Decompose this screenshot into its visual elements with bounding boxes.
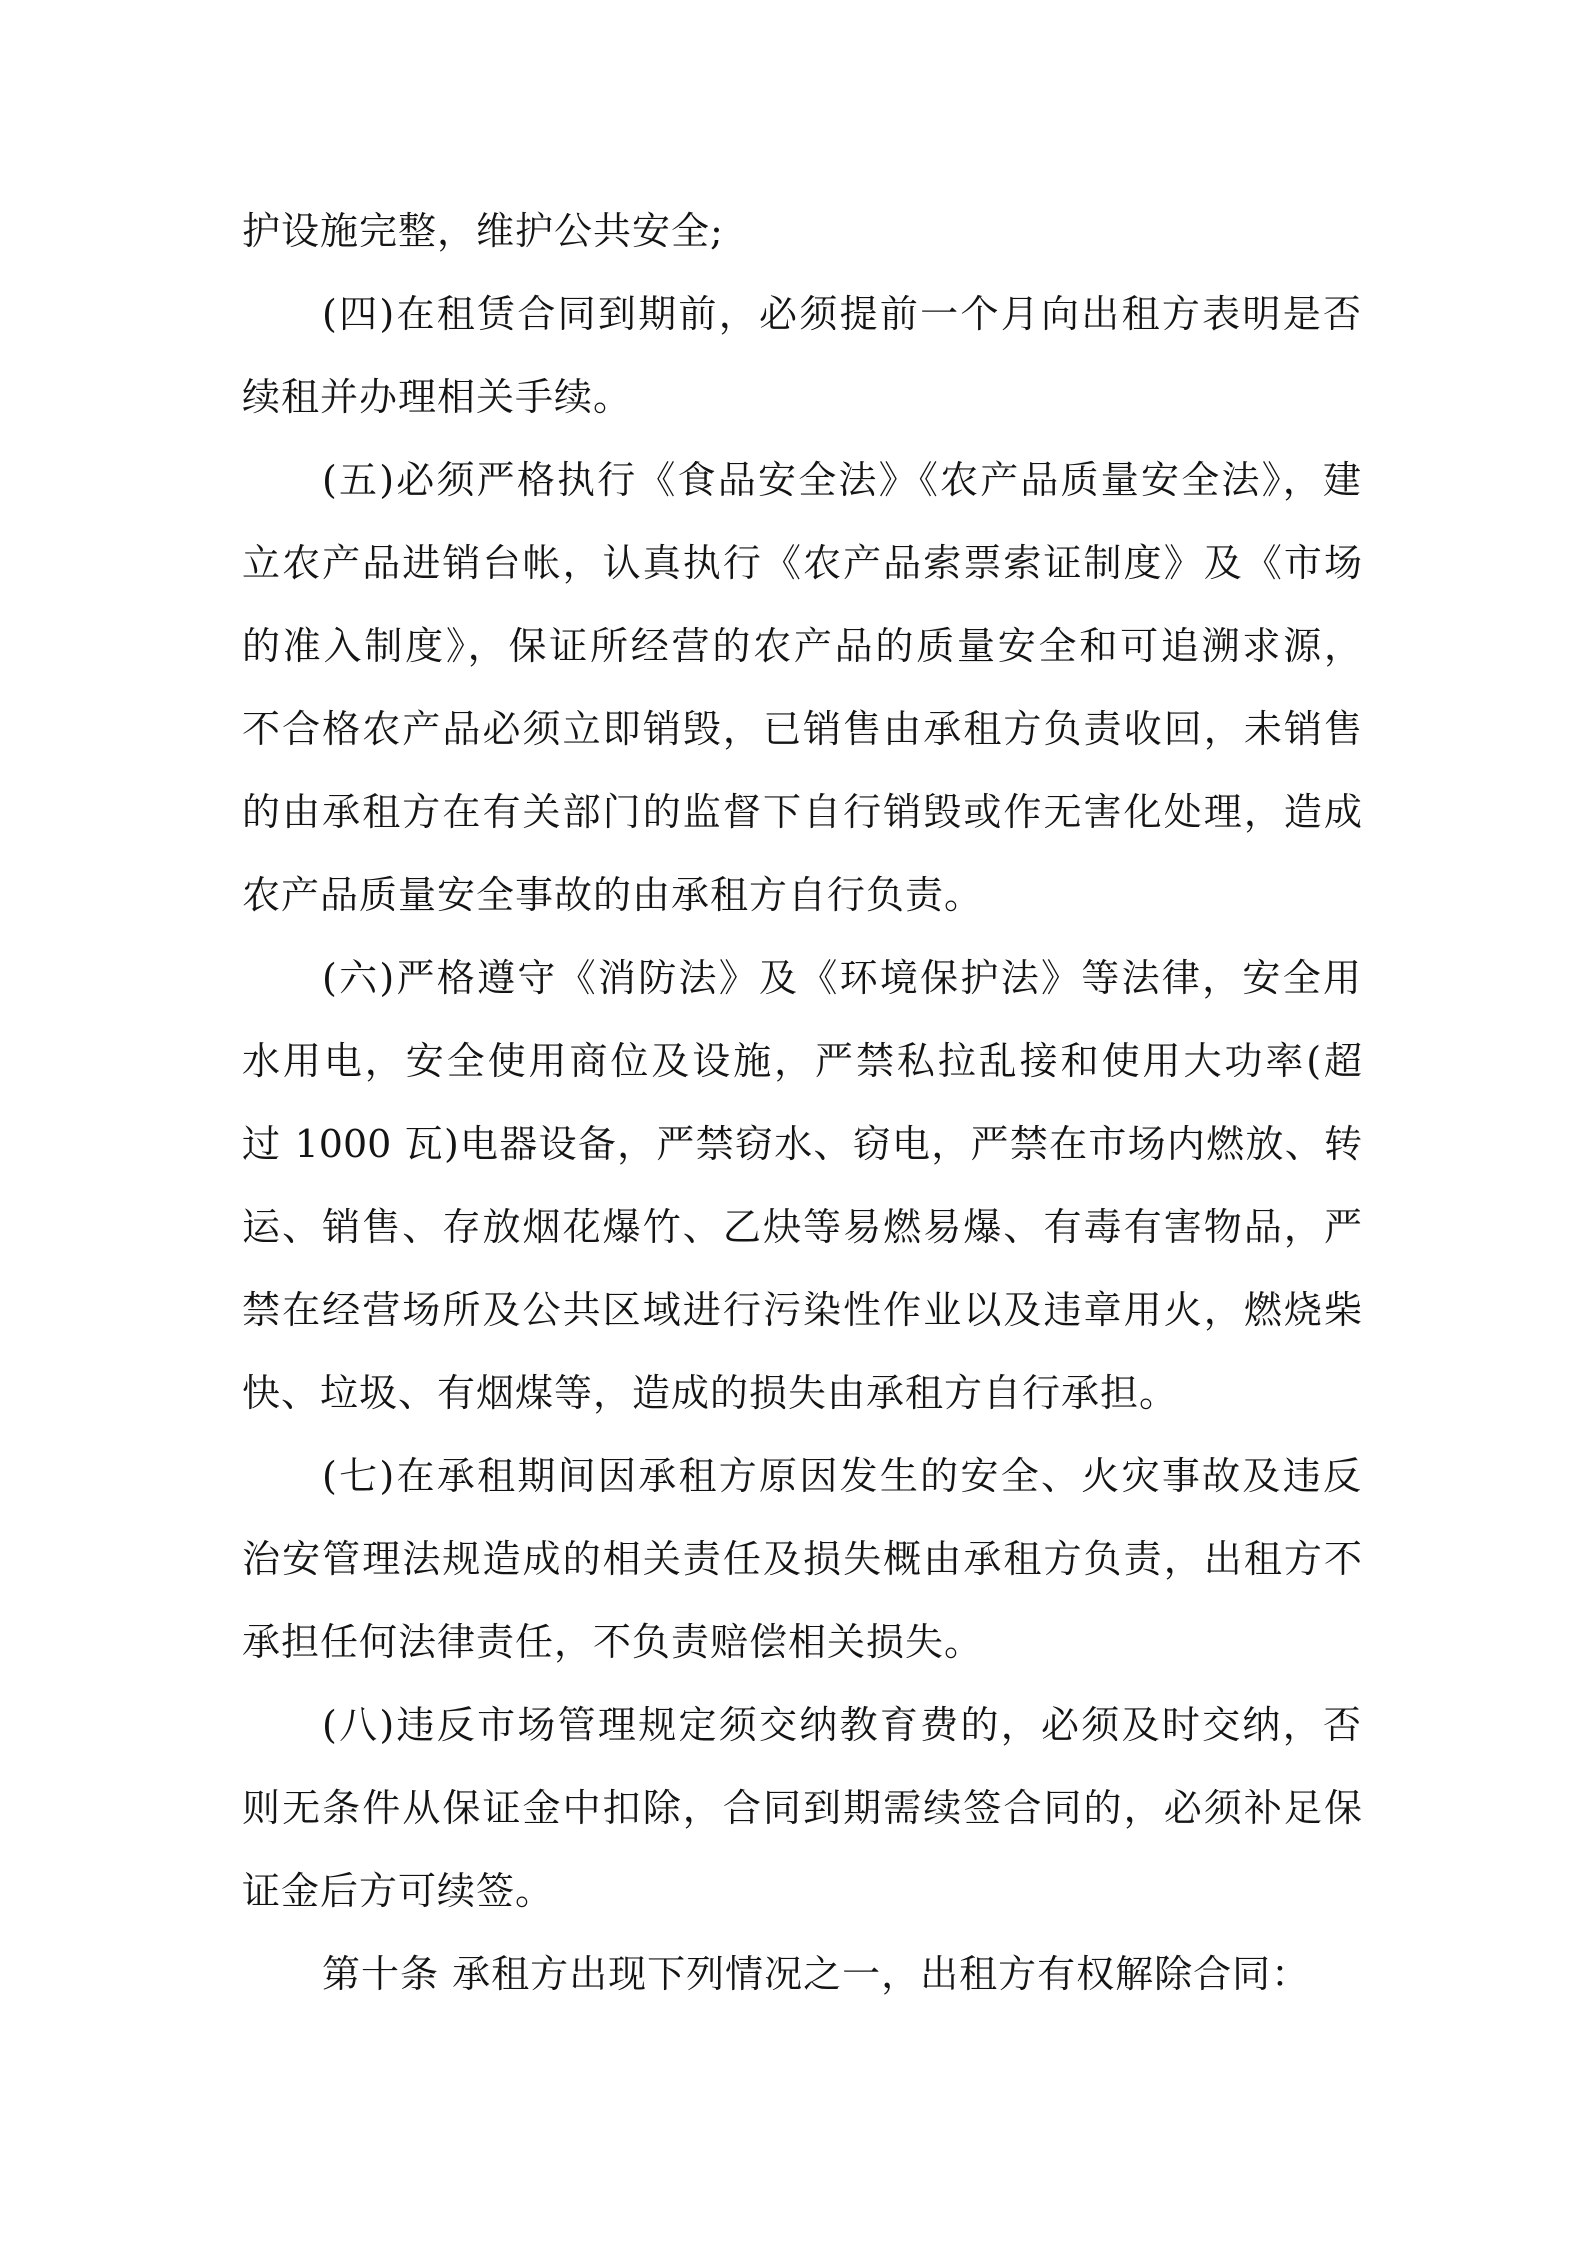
paragraph-6-line: (六)严格遵守《消防法》及《环境保护法》等法律，安全用 — [322, 956, 1362, 1000]
text-line: 护设施完整，维护公共安全; — [242, 209, 724, 253]
text-line: 立农产品进销台帐，认真执行《农产品索票索证制度》及《市场 — [242, 541, 1362, 585]
article-10-heading: 第十条 承租方出现下列情况之一，出租方有权解除合同： — [322, 1952, 1311, 1996]
text-line: 则无条件从保证金中扣除，合同到期需续签合同的，必须补足保 — [242, 1786, 1362, 1830]
text-line: 禁在经营场所及公共区域进行污染性作业以及违章用火，燃烧柴 — [242, 1288, 1362, 1332]
paragraph-8-line: (八)违反市场管理规定须交纳教育费的，必须及时交纳，否 — [322, 1703, 1362, 1747]
text-line: 过 1000 瓦)电器设备，严禁窃水、窃电，严禁在市场内燃放、转 — [242, 1122, 1362, 1166]
text-line: 运、销售、存放烟花爆竹、乙炔等易燃易爆、有毒有害物品，严 — [242, 1205, 1362, 1249]
text-line: 水用电，安全使用商位及设施，严禁私拉乱接和使用大功率(超 — [242, 1039, 1362, 1083]
text-line: 不合格农产品必须立即销毁，已销售由承租方负责收回，未销售 — [242, 707, 1362, 751]
text-line: 的由承租方在有关部门的监督下自行销毁或作无害化处理，造成 — [242, 790, 1362, 834]
paragraph-4-line: (四)在租赁合同到期前，必须提前一个月向出租方表明是否 — [322, 292, 1362, 336]
text-line: 续租并办理相关手续。 — [242, 375, 633, 419]
text-line: 证金后方可续签。 — [242, 1869, 555, 1913]
text-line: 快、垃圾、有烟煤等，造成的损失由承租方自行承担。 — [242, 1371, 1179, 1415]
text-line: 承担任何法律责任，不负责赔偿相关损失。 — [242, 1620, 984, 1664]
document-body — [242, 190, 1362, 2016]
paragraph-5-line: (五)必须严格执行《食品安全法》《农产品质量安全法》，建 — [322, 458, 1362, 502]
text-line: 治安管理法规造成的相关责任及损失概由承租方负责，出租方不 — [242, 1537, 1362, 1581]
text-line: 农产品质量安全事故的由承租方自行负责。 — [242, 873, 984, 917]
paragraph-7-line: (七)在承租期间因承租方原因发生的安全、火灾事故及违反 — [322, 1454, 1362, 1498]
text-line: 的准入制度》，保证所经营的农产品的质量安全和可追溯求源， — [242, 624, 1362, 668]
